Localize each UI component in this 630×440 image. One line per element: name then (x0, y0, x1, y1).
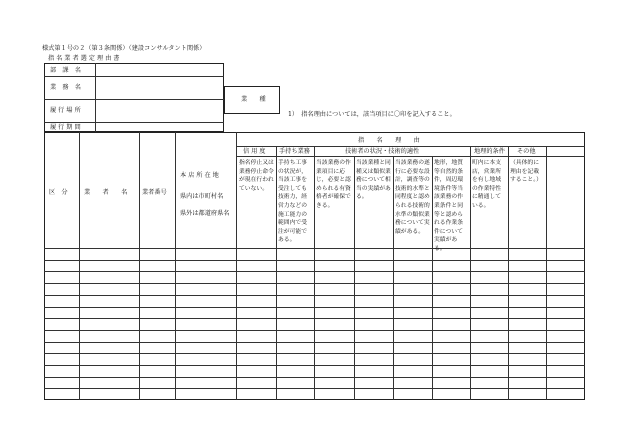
col-office-line-1: 本 店 所 在 地 (180, 172, 219, 179)
info-row-line-2 (44, 99, 224, 100)
instruction-note: 1） 指名理由については，該当項目に〇印を記入すること。 (288, 111, 456, 118)
period-label: 履 行 期 間 (50, 124, 81, 131)
subheader-other: その他 (517, 148, 536, 155)
col-vendor-header: 業 者 名 (84, 189, 128, 196)
subheader-credit: 信 用 度 (243, 148, 266, 155)
desc-other: （具体的に理由を記載すること。） (510, 160, 542, 184)
col-vendor-no-header: 業者番号 (142, 189, 167, 196)
col-line-7 (354, 156, 355, 400)
col-line-2 (139, 132, 140, 400)
col-line-1 (79, 132, 80, 400)
subheader-geo: 地理的条件 (474, 148, 505, 155)
table-row-line (44, 342, 585, 343)
col-line-8 (393, 156, 394, 400)
table-row-line (44, 330, 585, 331)
col-line-10 (470, 146, 471, 400)
table-row-line (44, 365, 585, 366)
desc-geo: 町内に本支店，営業所を有し地域の作業特性に精通している。 (472, 160, 501, 209)
desc-tech-2: 当該業種と同種又は類似業務について相当の実績がある。 (356, 160, 391, 201)
category-label: 業 種 (241, 96, 266, 103)
col-category-header: 区 分 (49, 189, 68, 196)
project-label: 業 務 名 (50, 84, 81, 91)
table-row-line (44, 271, 585, 272)
subheader-workload: 手持ち業務 (279, 148, 310, 155)
table-row-line (44, 295, 585, 296)
col-line-9 (432, 156, 433, 400)
reason-header: 指 名 理 由 (358, 137, 420, 144)
form-title: 指 名 業 者 選 定 理 由 書 (48, 55, 120, 62)
dept-label: 部 課 名 (50, 67, 81, 74)
col-line-3 (175, 132, 176, 400)
table-row-line (44, 377, 585, 378)
col-line-11 (508, 146, 509, 400)
table-row-line (44, 388, 585, 389)
col-line-5 (276, 146, 277, 400)
reason-header-line (236, 146, 585, 147)
form-number: 様式第１号の２（第３条関係）（建設コンサルタント関係） (42, 45, 206, 52)
info-row-line-3 (44, 122, 224, 123)
col-office-line-3: 県外は都道府県名 (180, 210, 230, 217)
col-line-12 (546, 146, 547, 400)
table-row-line (44, 353, 585, 354)
desc-workload: 手持ち工事の状況が，当該工事を受注しても技術力，経営力などの施工能力の範囲内で受注が可能である。 (278, 160, 307, 244)
location-label: 履 行 場 所 (50, 107, 81, 114)
col-line-4 (236, 132, 237, 400)
desc-tech-4: 地形，地質等自然的条件，周辺環境条件等当該業務の作業条件と同等と認められる作業条件について実績がある。 (434, 160, 463, 252)
sub-header-line (236, 156, 585, 157)
table-row-line (44, 307, 585, 308)
col-office-line-2: 県内は市町村名 (180, 193, 224, 200)
desc-tech-3: 当該業務の遂行に必要な設計，調査等の技術的水準と同程度と認められる技術的水準の類似業務について実績がある。 (395, 160, 430, 235)
info-row-line-1 (44, 76, 224, 77)
header-bottom-line (44, 248, 585, 249)
desc-credit: 指名停止又は業務停止命令が現在行われていない。 (239, 160, 274, 192)
table-row-line (44, 260, 585, 261)
subheader-tech: 技術者の状況・技術的適性 (345, 148, 420, 155)
table-row-line (44, 318, 585, 319)
desc-tech-1: 当該業務の作業項目に応じ，必要と認められる有資格者が確保できる。 (316, 160, 351, 209)
table-row-line (44, 283, 585, 284)
col-line-6 (314, 146, 315, 400)
